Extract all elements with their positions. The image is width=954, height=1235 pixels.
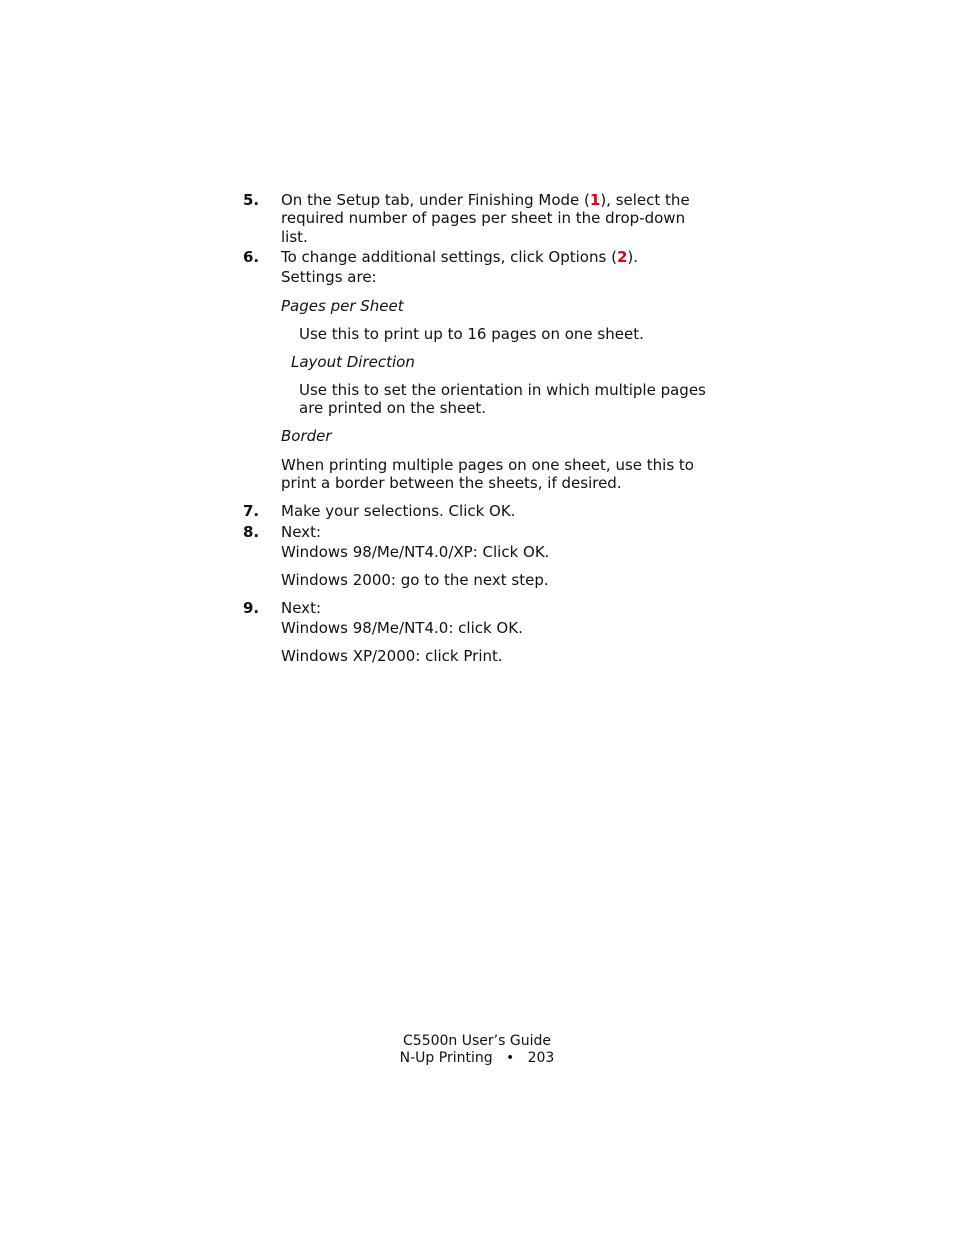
step-9-line-2: Windows 98/Me/NT4.0: click OK. bbox=[281, 619, 523, 637]
setting-pages-per-sheet-title: Pages per Sheet bbox=[281, 297, 404, 315]
footer-bullet: • bbox=[505, 1050, 515, 1066]
step-8-line-1: Next: bbox=[281, 523, 321, 541]
footer-page-number: 203 bbox=[527, 1050, 555, 1066]
setting-pages-per-sheet-desc: Use this to print up to 16 pages on one sheet. bbox=[299, 325, 644, 343]
step-6-line-1: To change additional settings, click Options (2). bbox=[281, 248, 638, 266]
step-7-text: Make your selections. Click OK. bbox=[281, 502, 516, 520]
setting-layout-direction-desc-1: Use this to set the orientation in which multiple pages bbox=[299, 381, 706, 399]
setting-border-desc-1: When printing multiple pages on one sheet, use this to bbox=[281, 456, 694, 474]
step-5-line-2: required number of pages per sheet in the drop-down bbox=[281, 209, 686, 227]
step-5-line-1: On the Setup tab, under Finishing Mode (1), select the bbox=[281, 191, 690, 209]
footer-section: N-Up Printing bbox=[399, 1050, 493, 1066]
step-5-number: 5. bbox=[243, 191, 260, 209]
step-5-line-3: list. bbox=[281, 228, 308, 246]
step-7-number: 7. bbox=[243, 502, 260, 520]
step-9-line-1: Next: bbox=[281, 599, 321, 617]
footer-page-info bbox=[0, 1050, 954, 1067]
step-9-line-3: Windows XP/2000: click Print. bbox=[281, 647, 503, 665]
step-8-line-2: Windows 98/Me/NT4.0/XP: Click OK. bbox=[281, 543, 550, 561]
setting-layout-direction-title: Layout Direction bbox=[291, 353, 415, 371]
callout-marker-2: 2 bbox=[616, 248, 628, 266]
step-6-line-2: Settings are: bbox=[281, 268, 377, 286]
setting-layout-direction-desc-2: are printed on the sheet. bbox=[299, 399, 487, 417]
footer-guide-title: C5500n User’s Guide bbox=[403, 1033, 551, 1049]
step-8-line-3: Windows 2000: go to the next step. bbox=[281, 571, 549, 589]
step-6-number: 6. bbox=[243, 248, 260, 266]
step-9-number: 9. bbox=[243, 599, 260, 617]
step-8-number: 8. bbox=[243, 523, 260, 541]
callout-marker-1: 1 bbox=[589, 191, 601, 209]
setting-border-desc-2: print a border between the sheets, if desired. bbox=[281, 474, 622, 492]
setting-border-title: Border bbox=[281, 427, 332, 445]
